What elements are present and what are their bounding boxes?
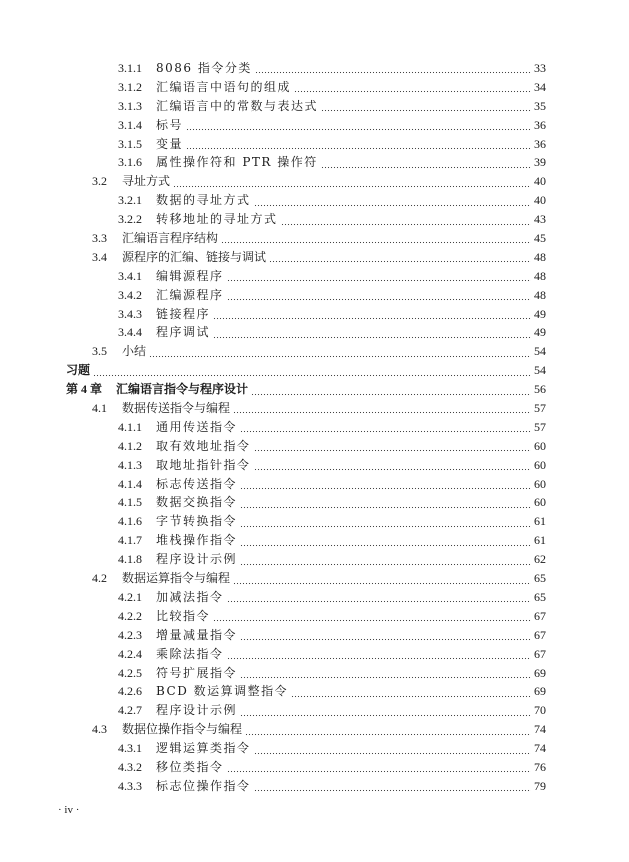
- toc-entry-line: [118, 664, 546, 683]
- toc-entry-page: 57: [534, 401, 546, 416]
- toc-entry-line: [118, 739, 546, 758]
- toc-entry-number: 第 4 章: [66, 382, 103, 397]
- dot-leader: [240, 534, 531, 548]
- toc-entry-number: 4.2.6: [118, 684, 142, 699]
- toc-entry: [0, 512, 629, 531]
- toc-entry-line: [66, 380, 546, 399]
- toc-entry: [0, 78, 629, 97]
- dot-leader: [281, 213, 531, 227]
- toc-entry-number: 4.3.1: [118, 741, 142, 756]
- toc-entry-line: [118, 437, 546, 456]
- toc-entry-title: 变量: [156, 136, 184, 151]
- toc-entry: [0, 664, 629, 683]
- toc-entry: [0, 342, 629, 361]
- toc-entry-line: [118, 645, 546, 664]
- dot-leader: [227, 647, 531, 661]
- toc-entry: [0, 286, 629, 305]
- toc-entry-title: 加减法指令: [156, 589, 224, 604]
- toc-entry-line: [118, 626, 546, 645]
- toc-entry-line: [92, 342, 546, 361]
- toc-entry: [0, 305, 629, 324]
- toc-entry-title: 堆栈操作指令: [156, 533, 238, 548]
- dot-leader: [254, 779, 531, 793]
- toc-entry-title: 程序调试: [156, 325, 211, 340]
- toc-entry-page: 40: [534, 193, 546, 208]
- toc-entry-line: [118, 116, 546, 135]
- toc-entry-line: [118, 153, 546, 172]
- toc-entry-line: [118, 475, 546, 494]
- toc-entry-number: 3.4.1: [118, 268, 142, 283]
- toc-entry-page: 67: [534, 627, 546, 642]
- toc-entry-page: 69: [534, 665, 546, 680]
- toc-entry-number: 4.1.4: [118, 476, 142, 491]
- toc-entry-title: 习题: [66, 363, 91, 378]
- toc-entry-page: 60: [534, 495, 546, 510]
- dot-leader: [269, 250, 531, 264]
- dot-leader: [227, 269, 531, 283]
- toc-entry-title: 源程序的汇编、链接与调试: [122, 249, 267, 264]
- toc-entry-page: 61: [534, 514, 546, 529]
- toc-entry: [0, 361, 629, 380]
- toc-entry: [0, 116, 629, 135]
- toc-entry-line: [92, 399, 546, 418]
- toc-entry-title: 取地址指针指令: [156, 457, 251, 472]
- toc-entry-line: [92, 229, 546, 248]
- toc-entry-page: 57: [534, 419, 546, 434]
- toc-entry-line: [92, 172, 546, 191]
- table-of-contents: [0, 59, 629, 796]
- toc-entry: [0, 493, 629, 512]
- toc-entry-page: 40: [534, 174, 546, 189]
- toc-entry-number: 3.2.1: [118, 193, 142, 208]
- toc-entry-page: 56: [534, 382, 546, 397]
- toc-entry-title: 编辑源程序: [156, 268, 224, 283]
- toc-entry-line: [118, 531, 546, 550]
- toc-entry: [0, 380, 629, 399]
- toc-entry-page: 49: [534, 306, 546, 321]
- dot-leader: [240, 704, 531, 718]
- toc-entry-number: 4.3: [92, 722, 107, 737]
- dot-leader: [240, 420, 531, 434]
- toc-entry-page: 49: [534, 325, 546, 340]
- toc-entry: [0, 626, 629, 645]
- toc-entry-number: 3.2: [92, 174, 107, 189]
- toc-entry-page: 45: [534, 231, 546, 246]
- toc-entry-line: [118, 512, 546, 531]
- dot-leader: [221, 231, 531, 245]
- dot-leader: [227, 288, 531, 302]
- toc-entry-title: 数据交换指令: [156, 495, 238, 510]
- toc-entry: [0, 588, 629, 607]
- toc-entry-title: 汇编源程序: [156, 287, 224, 302]
- toc-entry-title: 数据位操作指令与编程: [122, 722, 243, 737]
- toc-entry-line: [118, 97, 546, 116]
- toc-entry-number: 4.1: [92, 401, 107, 416]
- dot-leader: [294, 80, 531, 94]
- toc-entry-page: 48: [534, 268, 546, 283]
- toc-entry-page: 54: [534, 363, 546, 378]
- toc-entry: [0, 267, 629, 286]
- toc-entry-title: 字节转换指令: [156, 514, 238, 529]
- toc-entry-line: [118, 456, 546, 475]
- toc-entry-title: 数据运算指令与编程: [122, 571, 231, 586]
- toc-entry-title: BCD 数运算调整指令: [156, 684, 289, 699]
- toc-entry-page: 33: [534, 61, 546, 75]
- toc-entry-title: 数据传送指令与编程: [122, 401, 231, 416]
- toc-entry-title: 增量减量指令: [156, 627, 238, 642]
- toc-entry: [0, 550, 629, 569]
- dot-leader: [254, 194, 531, 208]
- toc-entry-page: 67: [534, 646, 546, 661]
- toc-entry: [0, 135, 629, 154]
- dot-leader: [213, 609, 531, 623]
- toc-entry: [0, 248, 629, 267]
- toc-entry-title: 汇编语言中的常数与表达式: [156, 98, 319, 113]
- toc-entry-line: [118, 418, 546, 437]
- dot-leader: [213, 307, 531, 321]
- toc-entry-number: 4.2.2: [118, 608, 142, 623]
- toc-entry-title: 取有效地址指令: [156, 438, 251, 453]
- dot-leader: [213, 326, 531, 340]
- toc-entry-page: 43: [534, 212, 546, 227]
- toc-entry-line: [66, 361, 546, 380]
- toc-entry-number: 3.4.2: [118, 287, 142, 302]
- toc-entry: [0, 153, 629, 172]
- toc-entry: [0, 607, 629, 626]
- toc-entry-number: 3.1.3: [118, 98, 142, 113]
- toc-entry-title: 移位类指令: [156, 759, 224, 774]
- toc-entry: [0, 399, 629, 418]
- toc-entry-page: 69: [534, 684, 546, 699]
- toc-entry-page: 65: [534, 589, 546, 604]
- toc-entry-title: 小结: [122, 344, 147, 359]
- dot-leader: [186, 137, 531, 151]
- dot-leader: [321, 156, 531, 170]
- toc-entry-line: [118, 588, 546, 607]
- toc-entry-number: 3.3: [92, 231, 107, 246]
- toc-entry-number: 4.2: [92, 571, 107, 586]
- toc-entry-page: 60: [534, 457, 546, 472]
- toc-entry-page: 76: [534, 759, 546, 774]
- toc-entry-number: 3.2.2: [118, 212, 142, 227]
- toc-entry-number: 4.2.1: [118, 589, 142, 604]
- toc-entry-line: [118, 682, 546, 701]
- toc-entry-number: 4.2.4: [118, 646, 142, 661]
- toc-entry-title: 转移地址的寻址方式: [156, 212, 278, 227]
- toc-entry: [0, 701, 629, 720]
- toc-entry-line: [118, 286, 546, 305]
- toc-entry-line: [118, 701, 546, 720]
- toc-entry-page: 60: [534, 438, 546, 453]
- toc-entry: [0, 172, 629, 191]
- page-number-footer: · iv ·: [58, 804, 80, 816]
- toc-entry-title: 标志传送指令: [156, 476, 238, 491]
- toc-entry: [0, 418, 629, 437]
- toc-entry: [0, 682, 629, 701]
- toc-entry-line: [118, 550, 546, 569]
- toc-entry-title: 汇编语言程序结构: [122, 231, 219, 246]
- toc-entry-number: 4.1.1: [118, 419, 142, 434]
- toc-entry-number: 4.1.8: [118, 552, 142, 567]
- dot-leader: [291, 685, 531, 699]
- toc-entry: [0, 191, 629, 210]
- toc-entry: [0, 229, 629, 248]
- toc-entry-line: [118, 305, 546, 324]
- toc-entry-line: [118, 191, 546, 210]
- toc-entry-page: 60: [534, 476, 546, 491]
- toc-entry-number: 4.1.5: [118, 495, 142, 510]
- toc-entry-page: 54: [534, 344, 546, 359]
- toc-entry-number: 4.2.5: [118, 665, 142, 680]
- toc-entry-line: [118, 777, 546, 796]
- toc-entry-number: 3.1.4: [118, 117, 142, 132]
- toc-entry-number: 4.1.6: [118, 514, 142, 529]
- toc-entry-number: 3.1.6: [118, 155, 142, 170]
- toc-entry: [0, 645, 629, 664]
- dot-leader: [233, 401, 531, 415]
- toc-entry-title: 属性操作符和 PTR 操作符: [156, 155, 318, 170]
- dot-leader: [227, 590, 531, 604]
- toc-entry: [0, 437, 629, 456]
- toc-entry-title: 汇编语言中语句的组成: [156, 79, 292, 94]
- toc-entry-line: [118, 607, 546, 626]
- toc-entry-page: 67: [534, 608, 546, 623]
- toc-entry-page: 34: [534, 79, 546, 94]
- dot-leader: [255, 61, 531, 75]
- toc-entry-line: [118, 210, 546, 229]
- toc-entry-number: 3.1.5: [118, 136, 142, 151]
- toc-entry-number: 3.4.3: [118, 306, 142, 321]
- toc-entry-page: 48: [534, 287, 546, 302]
- dot-leader: [245, 723, 531, 737]
- toc-entry-number: 4.1.3: [118, 457, 142, 472]
- toc-entry-page: 65: [534, 571, 546, 586]
- toc-entry-page: 35: [534, 98, 546, 113]
- dot-leader: [227, 760, 531, 774]
- toc-entry-number: 3.4.4: [118, 325, 142, 340]
- toc-entry-title: 逻辑运算类指令: [156, 741, 251, 756]
- dot-leader: [149, 345, 531, 359]
- toc-entry-number: 3.4: [92, 249, 107, 264]
- toc-entry-page: 74: [534, 741, 546, 756]
- toc-entry: [0, 210, 629, 229]
- dot-leader: [251, 383, 531, 397]
- toc-entry-line: [118, 323, 546, 342]
- toc-entry-line: [118, 758, 546, 777]
- toc-entry-page: 39: [534, 155, 546, 170]
- dot-leader: [233, 572, 531, 586]
- dot-leader: [173, 175, 531, 189]
- dot-leader: [240, 553, 531, 567]
- toc-entry-page: 79: [534, 778, 546, 793]
- toc-entry-line: [92, 248, 546, 267]
- dot-leader: [254, 458, 531, 472]
- toc-entry: [0, 456, 629, 475]
- dot-leader: [93, 364, 531, 378]
- toc-entry-title: 乘除法指令: [156, 646, 224, 661]
- toc-entry: [0, 97, 629, 116]
- toc-entry: [0, 531, 629, 550]
- toc-entry: [0, 739, 629, 758]
- toc-entry-number: 4.3.3: [118, 778, 142, 793]
- toc-entry: [0, 758, 629, 777]
- toc-entry-page: 61: [534, 533, 546, 548]
- toc-entry-title: 链接程序: [156, 306, 211, 321]
- toc-entry-title: 比较指令: [156, 608, 211, 623]
- dot-leader: [240, 628, 531, 642]
- toc-entry-line: [118, 135, 546, 154]
- toc-entry-page: 36: [534, 136, 546, 151]
- toc-entry-number: 4.2.3: [118, 627, 142, 642]
- dot-leader: [321, 99, 531, 113]
- toc-entry-number: 4.1.2: [118, 438, 142, 453]
- toc-entry-title: 标号: [156, 117, 184, 132]
- toc-entry-title: 8086 指令分类: [156, 61, 252, 75]
- toc-entry-page: 74: [534, 722, 546, 737]
- toc-entry-number: 4.1.7: [118, 533, 142, 548]
- toc-entry-page: 62: [534, 552, 546, 567]
- dot-leader: [240, 496, 531, 510]
- dot-leader: [240, 477, 531, 491]
- toc-entry-title: 数据的寻址方式: [156, 193, 251, 208]
- toc-entry-title: 符号扩展指令: [156, 665, 238, 680]
- toc-entry-title: 寻址方式: [122, 174, 171, 189]
- toc-entry: [0, 777, 629, 796]
- toc-entry-number: 3.1.2: [118, 79, 142, 94]
- toc-entry: [0, 475, 629, 494]
- toc-entry-line: [118, 59, 546, 78]
- toc-entry-line: [118, 78, 546, 97]
- toc-entry-page: 36: [534, 117, 546, 132]
- toc-entry: [0, 720, 629, 739]
- toc-entry-title: 通用传送指令: [156, 419, 238, 434]
- toc-entry-page: 48: [534, 249, 546, 264]
- dot-leader: [240, 666, 531, 680]
- dot-leader: [254, 439, 531, 453]
- toc-entry: [0, 323, 629, 342]
- toc-entry-number: 3.1.1: [118, 61, 142, 75]
- dot-leader: [186, 118, 531, 132]
- toc-entry-title: 汇编语言指令与程序设计: [116, 382, 249, 397]
- dot-leader: [254, 742, 531, 756]
- toc-entry-line: [118, 267, 546, 286]
- toc-entry-number: 3.5: [92, 344, 107, 359]
- toc-entry-number: 4.2.7: [118, 703, 142, 718]
- toc-entry: [0, 59, 629, 78]
- toc-entry-title: 标志位操作指令: [156, 778, 251, 793]
- toc-entry-title: 程序设计示例: [156, 552, 238, 567]
- toc-entry-page: 70: [534, 703, 546, 718]
- dot-leader: [240, 515, 531, 529]
- toc-entry-line: [92, 569, 546, 588]
- toc-entry-line: [118, 493, 546, 512]
- toc-entry-title: 程序设计示例: [156, 703, 238, 718]
- toc-entry-number: 4.3.2: [118, 759, 142, 774]
- toc-entry: [0, 569, 629, 588]
- toc-entry-line: [92, 720, 546, 739]
